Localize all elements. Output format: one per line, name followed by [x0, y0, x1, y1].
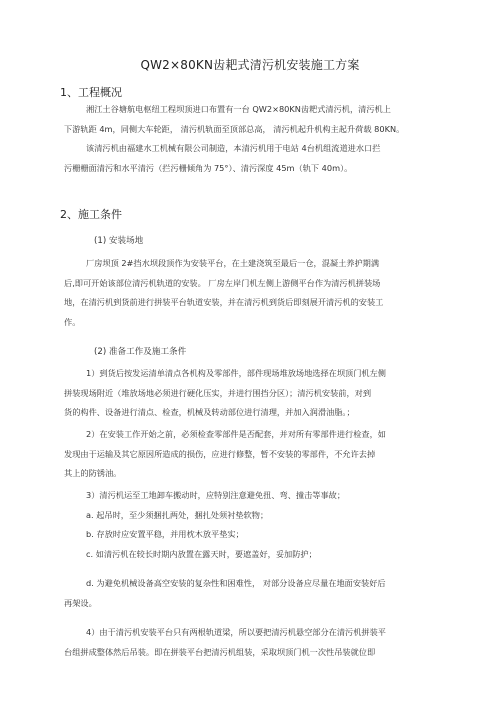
- text-line: 该清污机由福建水工机械有限公司制造，本清污机用于电站 4台机组流道进水口拦: [86, 143, 381, 153]
- text-line: 再架设。: [64, 597, 97, 608]
- list-item-b: b. 存放时应安置平稳，并用枕木放平垫实；: [86, 529, 244, 539]
- text-line: 地，在清污机到货前进行拼装平台轨道安装，并在清污机到货后即刻展开清污机的安装工: [64, 297, 384, 307]
- text-line: 湘江土谷塘航电枢纽工程坝顶进口布置有一台 QW2×80KN齿耙式清污机，清污机上: [86, 104, 391, 114]
- list-item-c: c. 如清污机在较长时期内放置在露天时，要遮盖好，妥加防护；: [86, 548, 317, 559]
- text-line: 拼装现场附近（堆放场地必须进行硬化压实，并进行围挡分区）；清污机安装前，对到: [64, 387, 372, 398]
- text-line: 1）到货后按发运清单清点各机构及零部件，部件现场堆放场地选择在坝顶门机左侧: [86, 368, 386, 378]
- text-line: 发现由于运输及其它原因所造成的损伤，应进行修整，暂不安装的零部件，不允许去掉: [64, 448, 376, 459]
- prep-paragraph-1: [64, 364, 444, 423]
- site-paragraph: [64, 254, 444, 332]
- subheading-site: (1) 安装场地: [94, 236, 144, 246]
- text-line: 2）在安装工作开始之前，必须检查零部件是否配套，并对所有零部件进行检查，如: [86, 429, 386, 439]
- document-title: QW2×80KN齿耙式清污机安装施工方案: [140, 58, 360, 72]
- text-line: 污栅栅面清污和水平清污（拦污栅倾角为 75°）、清污深度 45m（轨下 40m）。: [64, 162, 353, 173]
- list-item-a: a. 起吊时，至少须捆扎两处，捆扎处须衬垫软物；: [86, 509, 269, 520]
- text-line: 下游轨距 4m，同侧大车轮距， 清污机轨面至顶部总高， 清污机起升机构主起升荷载 80KN。: [64, 123, 405, 134]
- list-item-d: [64, 574, 444, 613]
- text-line: d. 为避免机械设备高空安装的复杂性和困难性， 对部分设备应尽量在地面安装好后: [86, 578, 386, 588]
- prep-paragraph-3: [64, 486, 444, 564]
- text-line: 台组拼成整体然后吊装。即在拼装平台把清污机组装，采取坝顶门机一次性吊装就位即: [64, 646, 376, 657]
- text-line: 其上的防锈油。: [64, 468, 122, 478]
- section-heading-conditions: 2、施工条件: [60, 208, 122, 221]
- text-line: 3）清污机运至工地卸车搬动时，应特别注意避免扭、弯、撞击等事故；: [86, 490, 346, 500]
- text-line: 作。: [64, 316, 81, 327]
- section-heading-overview: 1、工程概况: [60, 86, 122, 99]
- prep-paragraph-2: [64, 425, 444, 484]
- prep-paragraph-4: [64, 623, 444, 662]
- text-line: 厂房坝顶 2#挡水坝段顶作为安装平台，在土建浇筑至最后一仓，混凝土养护期满: [86, 258, 380, 268]
- text-line: 后,即可开始该部位清污机轨道的安装。 厂房左岸门机左侧上游侧平台作为清污机拼装场: [64, 277, 381, 288]
- text-line: 货的构件、设备进行清点、检查，机械及转动部位进行清理，并加入润滑油脂。；: [64, 407, 355, 417]
- overview-paragraph: [64, 100, 444, 178]
- subheading-preparation: (2) 准备工作及施工条件: [94, 347, 187, 357]
- text-line: 4）由于清污机安装平台只有两根轨道梁，所以要把清污机悬空部分在清污机拼装平: [86, 627, 386, 637]
